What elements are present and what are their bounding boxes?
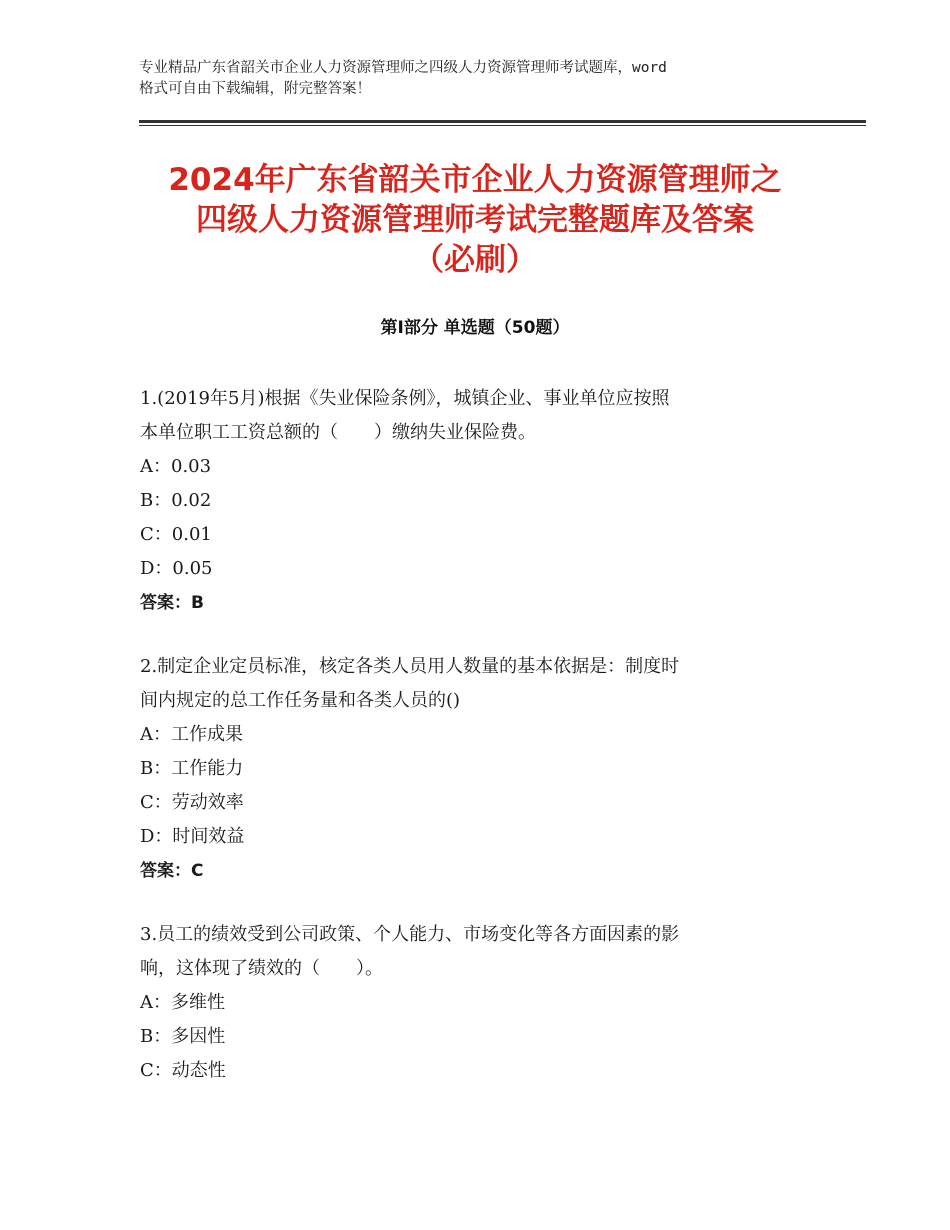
document-title <box>100 160 850 280</box>
question-1-option-a: A：0.03 <box>140 456 212 477</box>
question-3-stem-line-2: 响，这体现了绩效的（ ）。 <box>140 958 383 979</box>
question-2-option-b: B：工作能力 <box>140 758 244 779</box>
header-divider-thin <box>139 125 866 126</box>
question-2-answer: 答案：C <box>140 861 204 881</box>
question-2-stem-line-2: 间内规定的总工作任务量和各类人员的() <box>140 690 461 711</box>
question-3-option-a: A：多维性 <box>140 992 225 1013</box>
question-1 <box>140 382 820 620</box>
section-heading: 第Ⅰ部分 单选题（50题） <box>380 318 570 338</box>
question-1-stem-line-2: 本单位职工工资总额的（ ）缴纳失业保险费。 <box>140 422 536 443</box>
title-line-3: （必刷） <box>413 242 537 278</box>
question-list <box>140 382 820 1118</box>
question-2-option-c: C：劳动效率 <box>140 792 244 813</box>
header-divider-thick <box>139 120 866 123</box>
question-1-answer: 答案：B <box>140 593 204 613</box>
question-1-option-b: B：0.02 <box>140 490 212 511</box>
question-3-stem-line-1: 3.员工的绩效受到公司政策、个人能力、市场变化等各方面因素的影 <box>140 924 680 945</box>
header-note <box>139 58 829 100</box>
question-2 <box>140 650 820 888</box>
question-1-option-c: C：0.01 <box>140 524 212 545</box>
question-3-option-b: B：多因性 <box>140 1026 226 1047</box>
header-note-line-1: 专业精品广东省韶关市企业人力资源管理师之四级人力资源管理师考试题库，word <box>139 60 667 76</box>
question-2-stem-line-1: 2.制定企业定员标准，核定各类人员用人数量的基本依据是：制度时 <box>140 656 680 677</box>
title-line-1: 2024年广东省韶关市企业人力资源管理师之 <box>168 162 782 198</box>
question-3 <box>140 918 820 1088</box>
title-line-2: 四级人力资源管理师考试完整题库及答案 <box>196 202 754 238</box>
question-3-option-c: C：动态性 <box>140 1060 226 1081</box>
question-1-option-d: D：0.05 <box>140 558 213 579</box>
question-2-option-a: A：工作成果 <box>140 724 243 745</box>
header-note-line-2: 格式可自由下载编辑，附完整答案！ <box>139 81 371 97</box>
question-1-stem-line-1: 1.(2019年5月)根据《失业保险条例》，城镇企业、事业单位应按照 <box>140 388 670 409</box>
question-2-option-d: D：时间效益 <box>140 826 245 847</box>
